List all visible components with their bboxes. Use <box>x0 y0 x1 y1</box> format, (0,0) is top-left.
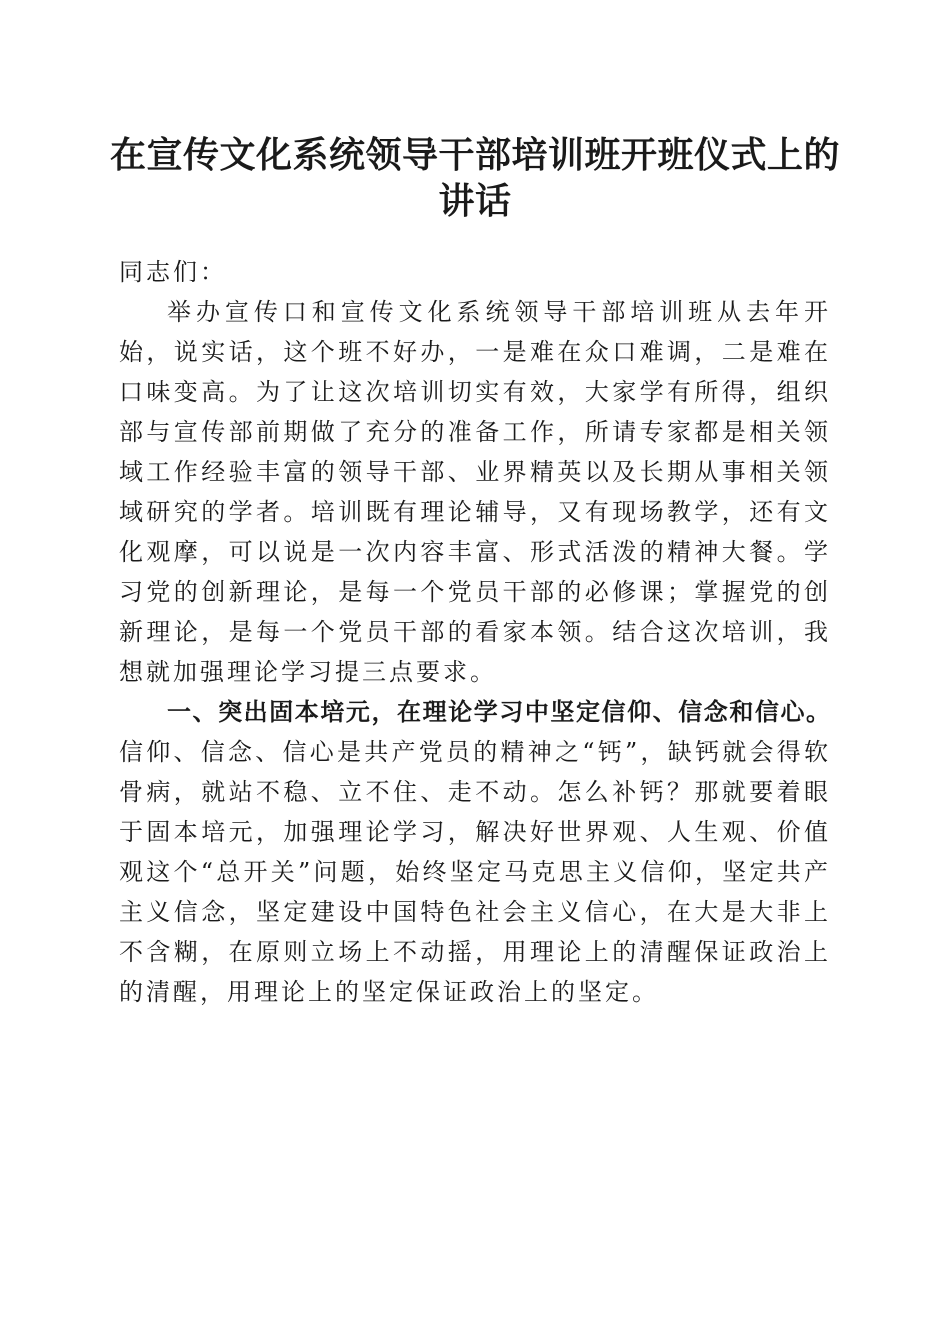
title-line-2: 讲话 <box>438 180 512 222</box>
document-body <box>119 252 831 1012</box>
section-1-heading: 一、突出固本培元，在理论学习中坚定信仰、信念和信心。 <box>167 698 831 726</box>
document-title <box>100 132 850 224</box>
salutation: 同志们： <box>119 258 227 286</box>
section-1-text: 信仰、信念、信心是共产党员的精神之“钙”，缺钙就会得软骨病，就站不稳、立不住、走不动。怎么补钙？那就要着眼于固本培元，加强理论学习，解决好世界观、人生观、价值观这个“总开关”问题，始终坚定马克思主义信仰，坚定共产主义信念，坚定建设中国特色社会主义信心，在大是大非上不含糊，在原则立场上不动摇，用理论上的清醒保证政治上的清醒，用理论上的坚定保证政治上的坚定。 <box>119 738 831 1006</box>
paragraph-section-1 <box>119 692 831 1012</box>
paragraph-intro: 举办宣传口和宣传文化系统领导干部培训班从去年开始，说实话，这个班不好办，一是难在众口难调，二是难在口味变高。为了让这次培训切实有效，大家学有所得，组织部与宣传部前期做了充分的准备工作，所请专家都是相关领域工作经验丰富的领导干部、业界精英以及长期从事相关领域研究的学者。培训既有理论辅导，又有现场教学，还有文化观摩，可以说是一次内容丰富、形式活泼的精神大餐。学习党的创新理论，是每一个党员干部的必修课；掌握党的创新理论，是每一个党员干部的看家本领。结合这次培训，我想就加强理论学习提三点要求。 <box>119 298 831 686</box>
title-line-1: 在宣传文化系统领导干部培训班开班仪式上的 <box>109 134 840 176</box>
